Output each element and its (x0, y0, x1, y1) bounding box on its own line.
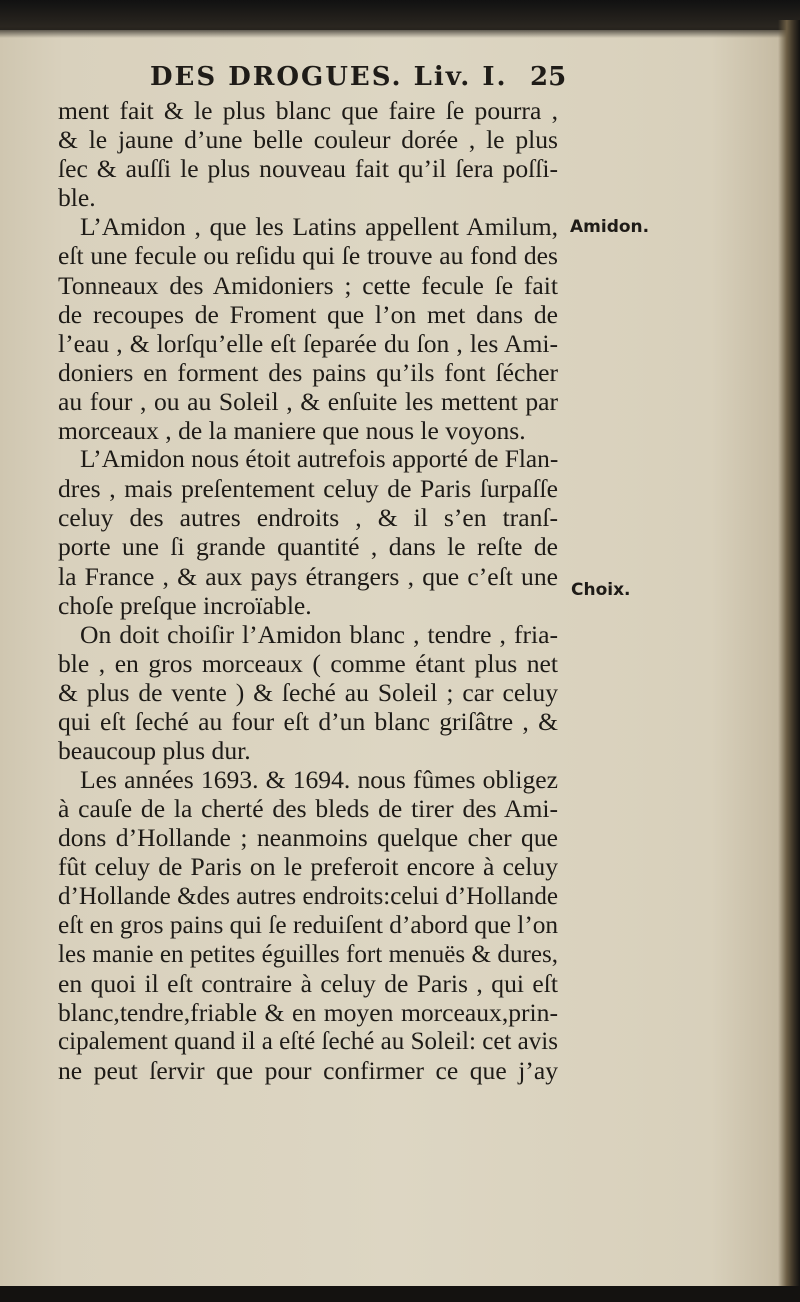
text-line: ne peut ſervir que pour confirmer ce que j’ay (58, 1056, 558, 1086)
text-line: ſec & auſſi le plus nouveau fait qu’il ſera poſſi- (58, 154, 558, 184)
text-line: & plus de vente ) & ſeché au Soleil ; car celuy (58, 677, 558, 707)
text-line: au four , ou au Soleil , & enſuite les mettent par (58, 386, 558, 416)
margin-note-choix: Choix. (571, 580, 631, 600)
text-line: ble , en gros morceaux ( comme étant plus net (58, 648, 558, 678)
text-line: en quoi il eſt contraire à celuy de Paris , qui eſt (58, 968, 558, 998)
text-line: fût celuy de Paris on le preferoit encore à celuy (58, 852, 558, 882)
text-line: L’Amidon , que les Latins appellent Amilum, (80, 212, 558, 242)
text-line: de recoupes de Froment que l’on met dans de (58, 299, 558, 329)
text-line: à cauſe de la cherté des bleds de tirer des Ami- (58, 794, 558, 824)
text-line: dres , mais preſentement celuy de Paris ſurpaſſe (58, 474, 558, 504)
text-line: cipalement quand il a eſté ſeché au Soleil: cet avis (58, 1028, 558, 1055)
text-line: la France , & aux pays étrangers , que c’eſt une (58, 561, 558, 591)
page-bottom-edge (0, 1286, 800, 1302)
text-line: ment fait & le plus blanc que faire ſe pourra , (58, 96, 558, 125)
text-line: beaucoup plus dur. (58, 736, 251, 766)
text-line: eſt en gros pains qui ſe reduiſent d’abord que l’on (58, 910, 559, 939)
text-line: porte une ſi grande quantité , dans le reſte de (58, 532, 558, 562)
text-line: & le jaune d’une belle couleur dorée , le plus (58, 125, 558, 155)
text-line: celuy des autres endroits , & il s’en tranſ- (58, 503, 558, 533)
page-top-shadow (0, 0, 800, 38)
text-line: dons d’Hollande ; neanmoins quelque cher que (58, 823, 558, 853)
running-head: DES DROGUES. Liv. I. (150, 62, 508, 92)
text-line: On doit choiſir l’Amidon blanc , tendre , fria- (80, 619, 558, 649)
text-line: L’Amidon nous étoit autrefois apporté de Flan- (80, 445, 559, 474)
text-line: eſt une fecule ou reſidu qui ſe trouve au fond des (58, 241, 558, 271)
text-line: l’eau , & lorſqu’elle eſt ſeparée du ſon , les Ami- (58, 328, 558, 358)
text-line: choſe preſque incroïable. (58, 590, 312, 620)
text-line: les manie en petites éguilles fort menuës & dures, (58, 940, 558, 968)
text-line: d’Hollande &des autres endroits:celui d’Hollande (58, 882, 559, 910)
text-line: Tonneaux des Amidoniers ; cette fecule ſe fait (58, 270, 558, 300)
text-line: ble. (58, 183, 96, 213)
text-line: qui eſt ſeché au four eſt d’un blanc griſâtre , & (58, 706, 558, 736)
body-text (58, 96, 558, 1085)
page-number: 25 (530, 62, 567, 92)
margin-note-amidon: Amidon. (570, 217, 650, 237)
text-line: morceaux , de la maniere que nous le voyons. (58, 416, 526, 446)
text-line: blanc,tendre,friable & en moyen morceaux,prin- (58, 997, 558, 1027)
text-line: doniers en forment des pains qu’ils font ſécher (58, 357, 558, 387)
text-line: Les années 1693. & 1694. nous fûmes obligez (80, 765, 558, 795)
page-binding-edge (778, 20, 800, 1302)
